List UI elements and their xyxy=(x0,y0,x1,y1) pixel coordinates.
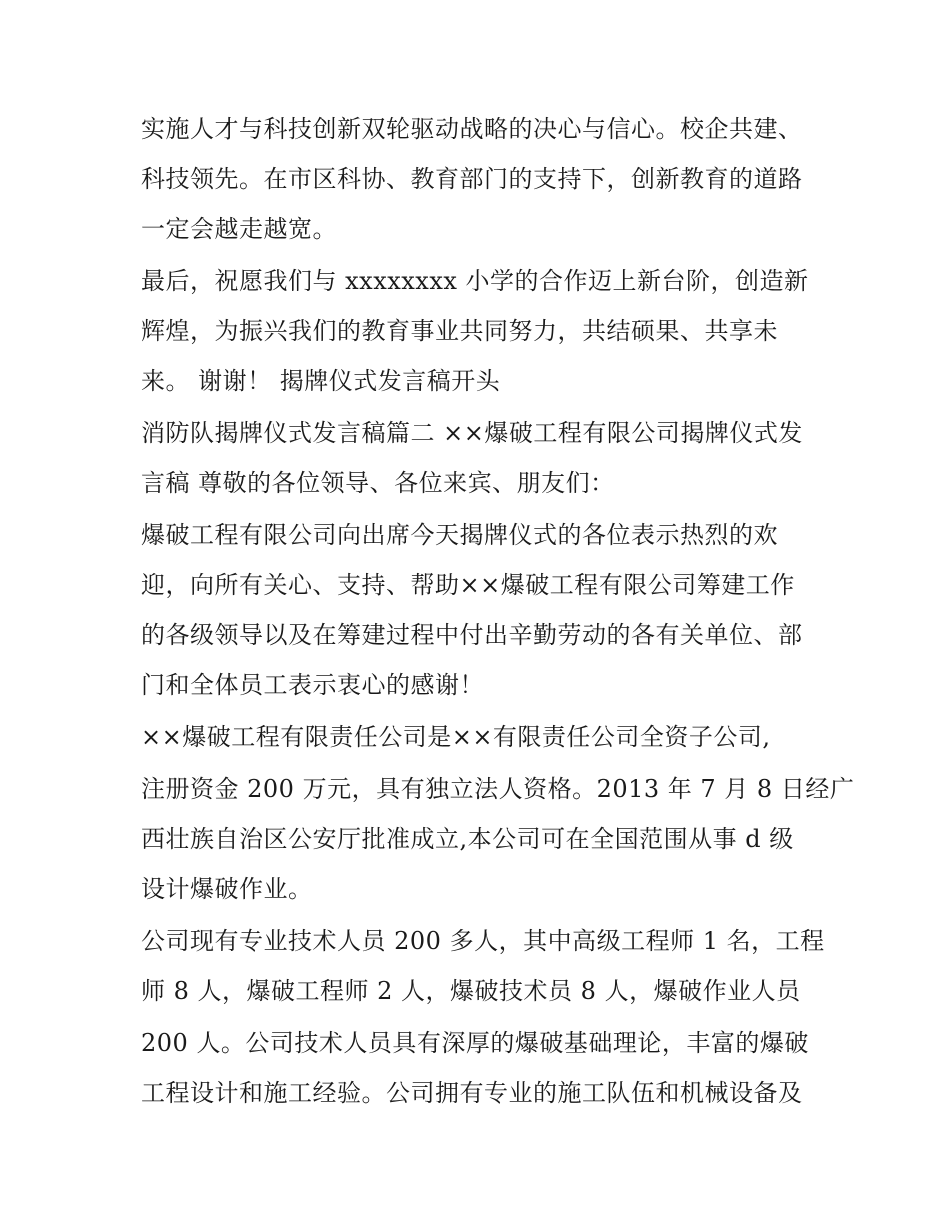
text-line-20: 工程设计和施工经验。公司拥有专业的施工队伍和机械设备及 xyxy=(141,1079,803,1107)
text-line-10: 迎，向所有关心、支持、帮助××爆破工程有限公司筹建工作 xyxy=(141,571,795,599)
text-line-19: 200 人。公司技术人员具有深厚的爆破基础理论，丰富的爆破 xyxy=(141,1029,809,1057)
text-line-5: 辉煌，为振兴我们的教育事业共同努力，共结硕果、共享未 xyxy=(141,317,778,345)
text-line-14: 注册资金 200 万元，具有独立法人资格。2013 年 7 月 8 日经广 xyxy=(141,775,855,803)
text-line-1: 实施人才与科技创新双轮驱动战略的决心与信心。校企共建、 xyxy=(141,115,803,143)
text-line-17: 公司现有专业技术人员 200 多人，其中高级工程师 1 名，工程 xyxy=(141,927,825,955)
text-line-12: 门和全体员工表示衷心的感谢！ xyxy=(141,671,484,699)
text-line-16: 设计爆破作业。 xyxy=(141,875,313,903)
text-line-7: 消防队揭牌仪式发言稿篇二 ××爆破工程有限公司揭牌仪式发 xyxy=(141,419,803,447)
text-line-6: 来。 谢谢！ 揭牌仪式发言稿开头 xyxy=(141,367,501,395)
text-line-18: 师 8 人，爆破工程师 2 人，爆破技术员 8 人，爆破作业人员 xyxy=(141,977,801,1005)
text-line-13: ××爆破工程有限责任公司是××有限责任公司全资子公司, xyxy=(141,723,771,751)
text-line-15: 西壮族自治区公安厅批准成立,本公司可在全国范围从事 d 级 xyxy=(141,825,794,853)
text-line-11: 的各级领导以及在筹建过程中付出辛勤劳动的各有关单位、部 xyxy=(141,621,803,649)
text-line-4: 最后，祝愿我们与 xxxxxxxx 小学的合作迈上新台阶，创造新 xyxy=(141,267,809,295)
text-line-3: 一定会越走越宽。 xyxy=(141,215,337,243)
text-line-9: 爆破工程有限公司向出席今天揭牌仪式的各位表示热烈的欢 xyxy=(141,521,778,549)
text-line-8: 言稿 尊敬的各位领导、各位来宾、朋友们： xyxy=(141,469,615,497)
text-line-2: 科技领先。在市区科协、教育部门的支持下，创新教育的道路 xyxy=(141,165,803,193)
